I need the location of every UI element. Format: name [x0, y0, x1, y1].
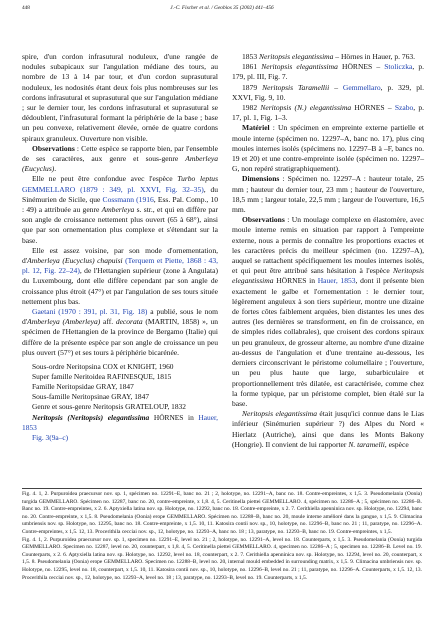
synonymy-entry: [232, 52, 424, 62]
species-name: Neritopsis elegantissima: [232, 266, 424, 286]
systematics-line: Sous-famille Neritopsinae GRAY, 1847: [32, 392, 150, 402]
reference-link[interactable]: Gemmellaro: [342, 82, 381, 92]
left-column: [22, 52, 218, 443]
systematics-line: Sous-ordre Neritopsina COX et KNIGHT, 1960: [32, 362, 174, 372]
right-column: [232, 52, 424, 450]
text: .: [54, 164, 57, 174]
comparison-paragraph-1: [22, 174, 218, 245]
species-name: Neritopsis Taramellii: [262, 82, 330, 92]
species-name: Amberleya (Amberleya): [27, 317, 101, 327]
species-heading: [22, 413, 218, 433]
synonymy-entry: [232, 83, 424, 103]
species-name: N. taramelli: [348, 439, 385, 449]
text: , p. 329, pl. XXVI, Fig. 9, 10.: [232, 82, 425, 102]
figure-reference: [22, 433, 218, 443]
text: : Un spécimen en empreinte externe partielle et moule interne (spécimen no. 12297–A, banc no. 17), plus cinq moules internes isolés (spécimens no. 12297–B à –F, bancs no. 19 et 20) et une contre-empreinte isolée (spécimen no. 12297–G, non repéré stratigraphiquement).: [232, 123, 424, 174]
text: HÖRNES –: [337, 62, 385, 72]
systematics-line: Super famille Neritoidea RAFINESQUE, 1815: [32, 372, 172, 382]
reference-link[interactable]: GEMMELLARO (1879 : 349, pl. XXVI, Fig. 32–35): [22, 184, 204, 194]
text: (MARTIN, 1858) », un spécimen de l'Hettangien de la province de Bergamo (Italie) qui diffère de la présente espèce par son angle de croissance un peu plus ouvert (57°) et ses tours à périphérie bicarénée.: [22, 317, 219, 357]
species-name: Turbo leptus: [177, 174, 219, 184]
synonymy-year: 1861: [242, 62, 258, 72]
species-name: Neritopsis elegantissima: [261, 62, 338, 72]
text: aff.: [100, 317, 116, 327]
reference-link[interactable]: (Terquem et Piette, 1868 : 43, pl. 12, Fig. 22–24): [22, 256, 218, 276]
text: HÖRNES in: [149, 412, 199, 422]
dimensions-paragraph: [232, 174, 424, 215]
observations-label: Observations: [32, 143, 75, 153]
caption-english: Fig. 4. 1, 2. Purpuroidea praecursor nov. sp. 1, specimen no. 12291–E, level no. 21 ; 2, holotype, no. 12291–A, level no. 18. Counterparts, x 1,5. 3. Pseudomelania (Oonia) turgida GEMMELLARO. Specimen no. 12287, level no. 20, counterpart, x 1,8. 4, 5. Ceritinella piettei GEMMELLARO. 4, specimen no. 12286–A ; 5, specimen no. 12286–B. Level no. 19. Counterparts, x 2. 6. Aptyxiella latina nov. sp. Holotype, no. 12292, level no. 18, counterpart, x 2. 7. Cerithiella apenninica nov. sp. Holotype, no. 12294, level no. 20, counterpart, x 1,5. 8. Pseudomelania (Oonia) erope GEMMELLARO. Specimen no. 12288–B, level no. 20, internal mould embedded in surrounding matrix, x 1,5. 9. Climacina umbriensis nov. sp. Holotype, no. 12295, level no. 18, counterpart, x 1,5. 10, 11. Katosira contii nov. sp., 10, holotype, no. 12296–B, level no. 21 ; 11, paratype, no. 12296–A. Counterparts, x 1,5. 12, 13. Procerithila cecciai nov. sp., 12, holotype, no. 12293–A, level no. 18 ; 13, paratype, no. 12293–B, level no. 19. Counterparts, x 1,5.: [22, 536, 422, 581]
synonymy-year: 1853: [242, 52, 258, 61]
material-paragraph: [232, 123, 424, 174]
reference-link[interactable]: Hauer, 1853: [22, 412, 219, 432]
description-continued: spire, d'un cordon infrasutural noduleux, d'une rangée de nodules subapicaux sur l'angulation médiane des tours, au nombre de 13 à 14 par tour, et d'un cordon suprasutural noduleux, les nodosités étant deux fois plus nombreuses sur les cordons infrasutural et suprasutural que sur l'angulation médiane ; sur le dernier tour, les cordons infrasutural et suprasutural se dédoublent, l'infrasutural formant la périphérie de la base ; base un peu convexe, relativement élevée, ornée de quatre cordons spiraux granuleux. Ouverture non visible.: [22, 52, 218, 143]
text: , Ess. Pal. Comp., 10 : 49) a attribuée au genre: [22, 194, 218, 215]
running-header: [22, 5, 422, 15]
material-label: Matériel: [242, 123, 270, 133]
genus-name: Amberleya (Eucyclus): [22, 154, 218, 174]
text: s. str., et qui en diffère par son angle de croissance nettement plus ouvert (65 à 68°), ainsi que par son ornementation plus complexe et s'étendant sur la base.: [22, 205, 219, 245]
comparison-paragraph-3: [22, 307, 218, 358]
synonymy-year: 1879: [242, 82, 258, 92]
text: – Hörnes in Hauer, p. 763.: [333, 52, 416, 61]
text: : Spécimen no. 12297–A : hauteur totale, 25 mm ; hauteur du dernier tour, 23 mm ; hauteur de l'ouverture, 18,5 mm ; largeur totale, 22,5 mm ; largeur de l'ouverture, 16,5 mm.: [232, 174, 424, 215]
species-name: Neritopsis elegantissima: [258, 52, 334, 61]
genus-name: Amberleya: [101, 205, 135, 215]
reference-link[interactable]: Stoliczka: [384, 62, 413, 72]
page-number: 448: [22, 5, 30, 11]
reference-link[interactable]: Hauer, 1853: [317, 276, 356, 286]
species-name: Neritopsis elegantissima: [242, 409, 317, 419]
text: , dont il présente bien exactement le galbe et l'ornementation : le dernier tour, légèrement anguleux à son tiers supérieur, montre une dizaine de fortes côtes faiblement arquées, bien distantes les unes des autres (les dernières se transforment, en fin de croissance, en de simples rides collabrales), que croisent des cordons spiraux un peu granuleux, de grosseur alterne, au nombre d'une dizaine au-dessus de l'angulation et d'une trentaine au-dessous, les derniers circonscrivant le péristome columellaire ; l'ouverture, un peu plus haute que large, subarbiculaire et proportionnellement très dilatée, est caractérisée, comme chez la forme typique, par un péristome complet, bien étalé sur la base.: [232, 276, 424, 408]
running-title: J.-C. Fischer et al. / Geobios 35 (2002) 441–456: [170, 5, 274, 11]
reference-link[interactable]: Cossmann (1916: [102, 194, 154, 204]
text: , de l'Hettangien supérieur (zone à Angulata) du Luxembourg, dont elle diffère cependant par son angle de croissance plus étroit (47°) et par l'angulation de ses tours située nettement plus bas.: [22, 266, 218, 306]
species-name: decorata: [115, 317, 143, 327]
text: HÖRNES –: [351, 103, 395, 113]
text: était jusqu'ici connue dans le Lias inférieur (Sinémurien supérieur ?) des Alpes du Nord « Hierlatz (Autriche), ainsi que dans les Monts Bakony (Hongrie). Il convient de lui rapporter: [232, 409, 424, 449]
text: , p. 17, pl. 1, Fig. 1–3.: [232, 103, 425, 123]
text: HÖRNES in: [273, 276, 318, 286]
figure-link[interactable]: Fig. 3(9a–c): [32, 432, 69, 442]
text: , p. 179, pl. III, Fig. 7.: [232, 62, 424, 82]
species-name: Amberleya (Eucyclus) chapuisi: [27, 256, 123, 266]
figure-caption: [22, 488, 422, 582]
species-title: Neritopsis (Neritopsis) elegantissima: [32, 412, 150, 422]
text: –: [329, 82, 343, 92]
distribution-paragraph: [232, 409, 424, 450]
synonymy-year: 1982: [242, 103, 258, 113]
text: , espèce: [384, 439, 409, 449]
observations-paragraph: [22, 144, 218, 175]
reference-link[interactable]: Gaetani (1970 : 391, pl. 31, Fig. 18): [32, 307, 148, 317]
systematics-line: Famille Neritopsidae GRAY, 1847: [32, 382, 134, 392]
systematics-line: Genre et sous-genre Neritopsis GRATELOUP, 1832: [32, 402, 186, 412]
text: , du Sinémurien de Sicile, que: [22, 184, 218, 204]
comparison-paragraph-2: [22, 246, 218, 307]
synonymy-entry: [232, 103, 424, 123]
text: a publié, sous le nom d': [22, 307, 218, 327]
observations-paragraph: [232, 215, 424, 409]
synonymy-entry: [232, 62, 424, 82]
observations-label: Observations: [242, 215, 285, 225]
dimensions-label: Dimensions: [242, 174, 280, 184]
text: : Un moulage complexe en élastomère, avec moule interne remis en situation par rapport à l'empreinte externe, nous a permis de connaître les proportions exactes et les caractères précis du meilleur spécimen (no. 12297–A), auquel se rattachent spécifiquement les moules internes isolés, et qui peut être attribué sans hésitation à l'espèce: [232, 215, 424, 276]
species-name: Neritopsis (N.) elegantissima: [260, 103, 352, 113]
text: Elle est assez voisine, par son mode d'ornementation, d': [22, 245, 218, 266]
caption-french: Fig. 4. 1, 2. Purpuroidea praecursor nov. sp. 1, spécimen no. 12291–E, banc no. 21 ; 2, holotype, no. 12291–A, banc no. 18. Contre-empreintes, x 1,5. 3. Pseudomelania (Oonia) turgida GEMMELLARO. Spécimen no. 12287, banc no. 20, contre-empreinte, x 1,8. 4, 5. Ceritinella piettei GEMMELLARO. 4, spécimen no. 12286–A ; 5, spécimen no. 12286–B. Banc no. 19. Contre-empreintes, x 2. 6. Aptyxiella latina nov. sp. Holotype, no. 12292, banc no. 18. Contre-empreinte, x 2. 7. Cerithiella apenninica nov. sp. Holotype, no. 12294, banc no. 20. Contre-empreinte, x 1,5. 8. Pseudomelania (Oonia) erope GEMMELLARO. Spécimen no. 12288–B, banc no. 20, moule interne amélioré dans la gangue, x 1,5. 9. Climacina umbriensis nov. sp. Holotype, no. 12295, banc no. 18. Contre-empreinte, x 1,5. 10, 11. Katosira contii nov. sp., 10, holotype, no. 12296–B, banc no. 21 ; 11, paratype, no. 12296–A. Contre-empreintes, x 1,5. 12, 13. Procerithila cecciai nov. sp., 12, holotype, no. 12293–A, banc no. 18 ; 13, paratype, no. 12293–B, banc no. 19. Contre-empreintes, x 1,5.: [22, 491, 422, 535]
text: Elle ne peut être confondue avec l'espèce: [32, 174, 178, 184]
reference-link[interactable]: Szabo: [394, 103, 414, 113]
text: : Cette espèce se rapporte bien, par l'ensemble de ses caractères, aux genre et sous-genre: [22, 143, 218, 164]
